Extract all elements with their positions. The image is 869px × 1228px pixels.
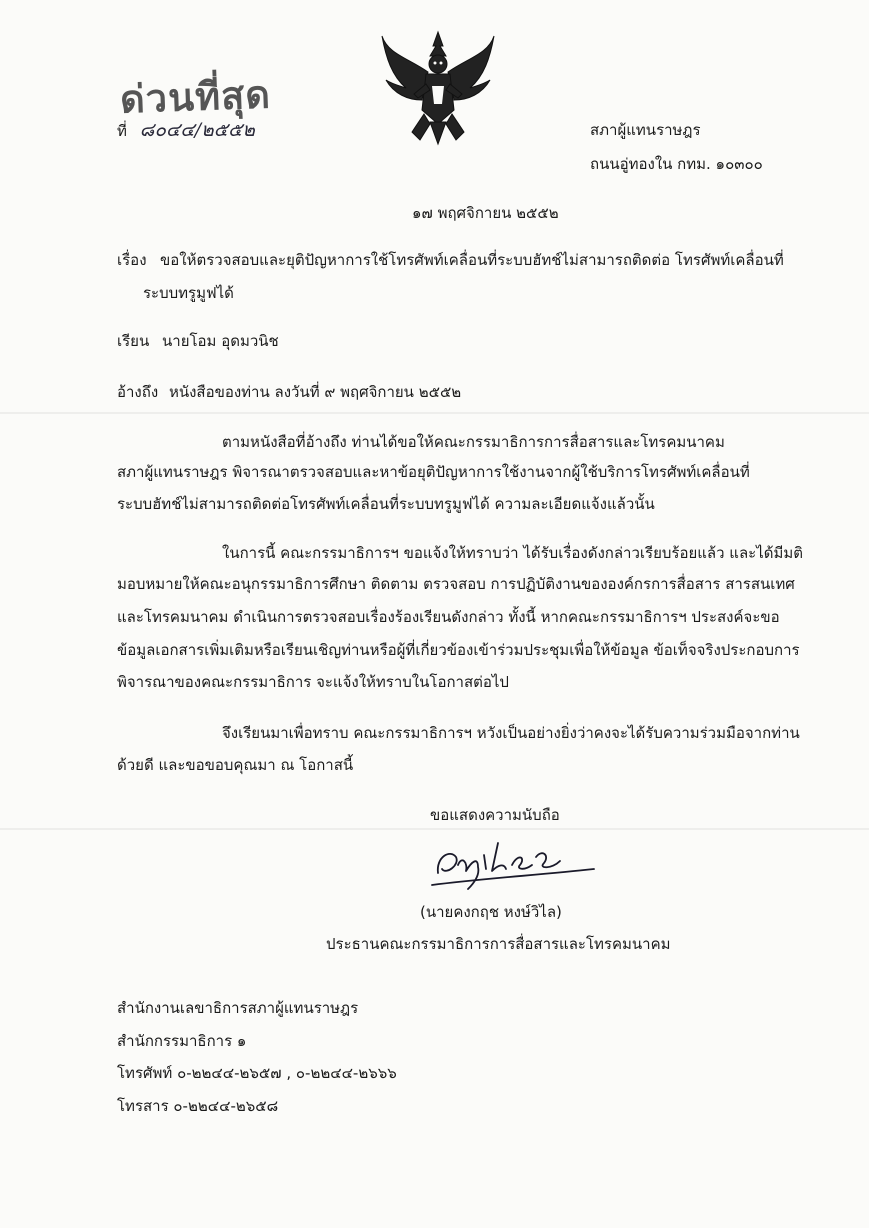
body-paragraph-1-line: ตามหนังสือที่อ้างถึง ท่านได้ขอให้คณะกรรมาธิการการสื่อสารและโทรคมนาคม xyxy=(222,433,725,451)
body-paragraph-1-line: สภาผู้แทนราษฎร พิจารณาตรวจสอบและหาข้อยุติปัญหาการใช้งานจากผู้ใช้บริการโทรศัพท์เคลื่อนที่ xyxy=(117,463,750,481)
garuda-emblem-icon xyxy=(378,28,498,146)
footer-phone: โทรศัพท์ ๐-๒๒๔๔-๒๖๕๗ , ๐-๒๒๔๔-๒๖๖๖ xyxy=(117,1064,397,1082)
reference-number: ๘๐๔๔/๒๕๕๒ xyxy=(139,119,255,141)
urgent-stamp: ด่วนที่สุด xyxy=(119,72,272,122)
signer-title: ประธานคณะกรรมาธิการการสื่อสารและโทรคมนาคม xyxy=(326,935,671,953)
reference-line xyxy=(117,382,461,402)
body-paragraph-3-line: ด้วยดี และขอขอบคุณมา ณ โอกาสนี้ xyxy=(117,756,354,774)
subject-line-2: ระบบทรูมูฟได้ xyxy=(143,284,234,302)
handwritten-signature xyxy=(428,835,598,895)
reference-number-line xyxy=(117,120,255,141)
reference-label: อ้างถึง xyxy=(117,383,159,401)
paper-fold xyxy=(0,412,869,414)
salutation-line xyxy=(117,331,279,351)
body-paragraph-2-line: ในการนี้ คณะกรรมาธิการฯ ขอแจ้งให้ทราบว่า ได้รับเรื่องดังกล่าวเรียบร้อยแล้ว และได้มีมติ xyxy=(222,544,804,562)
subject-line-1: ขอให้ตรวจสอบและยุติปัญหาการใช้โทรศัพท์เคลื่อนที่ระบบฮัทช์ไม่สามารถติดต่อ โทรศัพท์เคลื่อนที่ xyxy=(160,251,784,269)
letter-date: ๑๗ พฤศจิกายน ๒๕๕๒ xyxy=(412,204,559,222)
reference-text: หนังสือของท่าน ลงวันที่ ๙ พฤศจิกายน ๒๕๕๒ xyxy=(168,383,462,401)
body-paragraph-2-line: มอบหมายให้คณะอนุกรรมาธิการศึกษา ติดตาม ตรวจสอบ การปฏิบัติงานขององค์กรการสื่อสาร สารสนเทศ xyxy=(117,575,795,593)
footer-bureau: สำนักกรรมาธิการ ๑ xyxy=(117,1032,247,1050)
sender-name: สภาผู้แทนราษฎร xyxy=(590,121,701,139)
signer-name: (นายคงกฤช หงษ์วิไล) xyxy=(420,903,562,921)
body-paragraph-2-line: ข้อมูลเอกสารเพิ่มเติมหรือเรียนเชิญท่านหรือผู้ที่เกี่ยวข้องเข้าร่วมประชุมเพื่อให้ข้อมูล ข้อเท็จจริงประกอบการ xyxy=(117,641,800,659)
paper-fold xyxy=(0,828,869,830)
footer-office: สำนักงานเลขาธิการสภาผู้แทนราษฎร xyxy=(117,999,359,1017)
body-paragraph-2-line: พิจารณาของคณะกรรมาธิการ จะแจ้งให้ทราบในโอกาสต่อไป xyxy=(117,673,509,691)
body-paragraph-3-line: จึงเรียนมาเพื่อทราบ คณะกรรมาธิการฯ หวังเป็นอย่างยิ่งว่าคงจะได้รับความร่วมมือจากท่าน xyxy=(222,724,800,742)
body-paragraph-2-line: และโทรคมนาคม ดำเนินการตรวจสอบเรื่องร้องเรียนดังกล่าว ทั้งนี้ หากคณะกรรมาธิการฯ ประสงค์จะขอ xyxy=(117,608,780,626)
footer-fax: โทรสาร ๐-๒๒๔๔-๒๖๕๘ xyxy=(117,1097,279,1115)
salutation-label: เรียน xyxy=(117,332,150,350)
subject-label: เรื่อง xyxy=(117,251,147,269)
body-paragraph-1-line: ระบบฮัทช์ไม่สามารถติดต่อโทรศัพท์เคลื่อนที่ระบบทรูมูฟได้ ความละเอียดแจ้งแล้วนั้น xyxy=(117,495,655,513)
closing-text: ขอแสดงความนับถือ xyxy=(430,806,560,824)
sender-address: ถนนอู่ทองใน กทม. ๑๐๓๐๐ xyxy=(590,155,763,173)
reference-prefix: ที่ xyxy=(117,122,127,140)
recipient-name: นายโอม อุดมวนิช xyxy=(162,332,279,350)
